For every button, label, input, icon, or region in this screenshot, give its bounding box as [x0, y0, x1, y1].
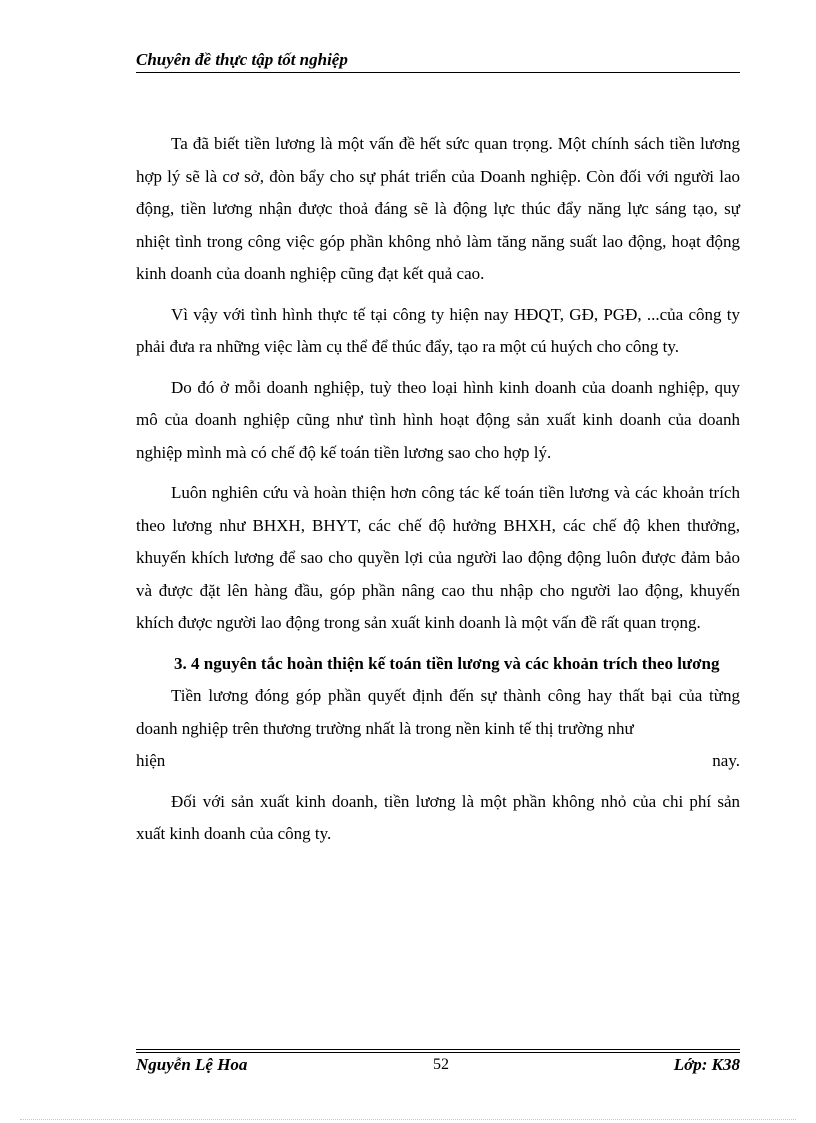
section-heading: 3. 4 nguyên tắc hoàn thiện kế toán tiền lương và các khoản trích theo lương — [174, 653, 720, 673]
paragraph-5-end-left: hiện — [136, 751, 166, 770]
footer-author: Nguyễn Lệ Hoa — [136, 1055, 248, 1074]
paragraph-4: Luôn nghiên cứu và hoàn thiện hơn công tác kế toán tiền lương và các khoản trích theo lương như BHXH, BHYT, các chế độ hưởng BHXH, các chế độ khen thưởng, khuyến khích lương để sao cho quyền lợi của người lao động động luôn được đảm bảo và được đặt lên hàng đầu, góp phần nâng cao thu nhập cho người lao động, khuyến khích được người lao động trong sản xuất kinh doanh là một vấn đề rất quan trọng. — [136, 483, 740, 632]
paragraph-5-end-right: nay. — [712, 751, 740, 770]
paragraph-6: Đối với sản xuất kinh doanh, tiền lương là một phần không nhỏ của chi phí sản xuất kinh doanh của công ty. — [136, 791, 740, 843]
paragraph-2: Vì vậy với tình hình thực tế tại công ty hiện nay HĐQT, GĐ, PGĐ, ...của công ty phải đưa ra những việc làm cụ thể để thúc đẩy, tạo ra một cú huých cho công ty. — [136, 304, 740, 356]
header-title: Chuyên đề thực tập tốt nghiệp — [136, 50, 348, 69]
document-body — [136, 128, 740, 852]
page-number: 52 — [433, 1056, 449, 1073]
footer-class: Lớp: K38 — [673, 1055, 740, 1074]
footer-rule — [136, 1049, 740, 1050]
paragraph-3: Do đó ở mỗi doanh nghiệp, tuỳ theo loại hình kinh doanh của doanh nghiệp, quy mô của doanh nghiệp cũng như tình hình hoạt động sản xuất kinh doanh của doanh nghiệp mình mà có chế độ kế toán tiền lương sao cho hợp lý. — [136, 377, 740, 462]
footer-rule-double — [136, 1052, 740, 1053]
page-edge-divider — [20, 1119, 796, 1120]
paragraph-5-text: Tiền lương đóng góp phần quyết định đến sự thành công hay thất bại của từng doanh nghiệp trên thương trường nhất là trong nền kinh tế thị trường như — [136, 686, 740, 738]
paragraph-5-last-line — [136, 745, 740, 778]
paragraph-5 — [136, 680, 740, 745]
paragraph-1: Ta đã biết tiền lương là một vấn đề hết sức quan trọng. Một chính sách tiền lương hợp lý sẽ là cơ sở, đòn bẩy cho sự phát triển của Doanh nghiệp. Còn đối với người lao động, tiền lương nhận được thoả đáng sẽ là động lực thúc đẩy năng lực sáng tạo, sự nhiệt tình trong công việc góp phần không nhỏ làm tăng năng suất lao động, hoạt động kinh doanh của doanh nghiệp cũng đạt kết quả cao. — [136, 134, 740, 283]
page-header — [136, 50, 740, 73]
